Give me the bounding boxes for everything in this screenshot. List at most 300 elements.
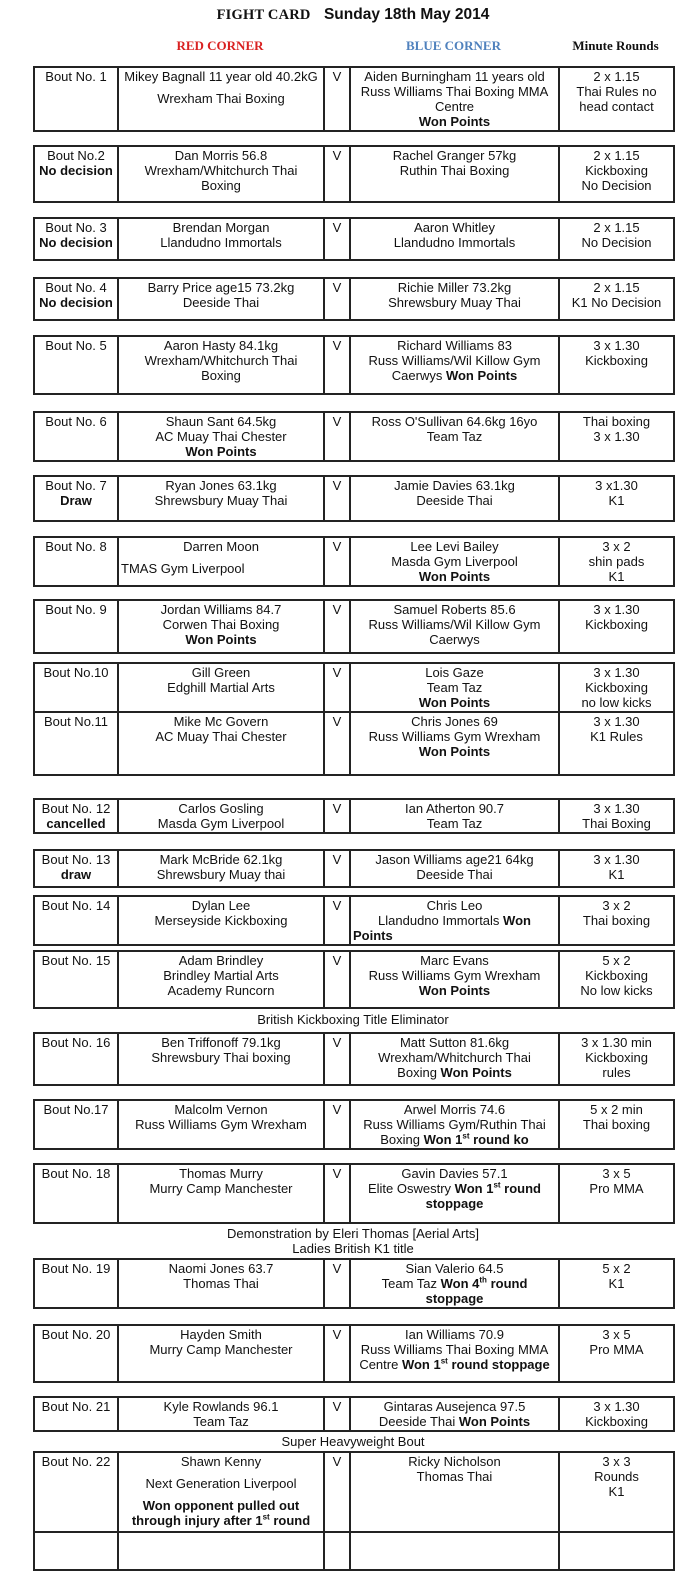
bout-row [34, 278, 674, 320]
bout-table [33, 662, 675, 776]
bout-no-cell [34, 1452, 118, 1532]
bout-row [34, 663, 674, 712]
bout-row [34, 218, 674, 260]
text-line: Kickboxing [585, 680, 648, 695]
text-line: Masda Gym Liverpool [157, 816, 285, 831]
rounds-cell [559, 1259, 674, 1308]
bout-number: Bout No. 21 [41, 1399, 111, 1414]
bout-row [34, 799, 674, 833]
rounds-cell [559, 412, 674, 461]
text-line: 5 x 2 [602, 953, 631, 968]
bout-no-cell [34, 600, 118, 653]
text-line: Thomas Thai [183, 1276, 259, 1291]
versus-label: V [332, 953, 342, 968]
text-line: K1 [608, 867, 625, 882]
text-line: Gavin Davies 57.1 [401, 1166, 508, 1181]
text-segment: Points [353, 928, 393, 943]
text-line: Shrewsbury Muay thai [156, 867, 286, 882]
text-line: Ross O'Sullivan 64.6kg 16yo [371, 414, 538, 429]
text-line: Ian Williams 70.9 [405, 1327, 504, 1342]
versus-label: V [332, 714, 342, 729]
text-line: 3 x 1.30 [593, 801, 640, 816]
rounds-cell [559, 218, 674, 260]
bout-no-cell [34, 218, 118, 260]
text-line: Russ Williams Gym Wrexham [368, 968, 541, 983]
bout-table [33, 1032, 675, 1086]
text-line: Chris Jones 69 [411, 714, 498, 729]
versus-label: V [332, 1035, 342, 1050]
text-segment: Won Points [445, 368, 518, 383]
text-line: Arwel Morris 74.6 [403, 1102, 506, 1117]
versus-cell [324, 1397, 350, 1431]
text-line: 3 x 1.30 [593, 602, 640, 617]
text-segment: Won Points [418, 744, 491, 759]
text-segment: Caerwys [391, 368, 446, 383]
rounds-cell [559, 1452, 674, 1532]
text-line: Wrexham/Whitchurch Thai [144, 353, 298, 368]
red-corner-cell [118, 218, 324, 260]
versus-label: V [332, 69, 342, 84]
text-line: Matt Sutton 81.6kg [399, 1035, 510, 1050]
text-line [353, 368, 556, 383]
text-line: No Decision [581, 235, 652, 250]
text-line: Caerwys [429, 632, 480, 647]
bout-no-cell [34, 146, 118, 202]
bout-result-label: No decision [39, 163, 113, 178]
text-line: Deeside Thai [182, 295, 260, 310]
versus-label: V [332, 1102, 342, 1117]
text-line: Russ Williams/Wil Killow Gym [368, 617, 541, 632]
text-segment: Won Points [185, 444, 257, 459]
text-line: Academy Runcorn [167, 983, 275, 998]
header-spacer-v [323, 38, 349, 54]
rounds-cell [559, 712, 674, 775]
text-line: 2 x 1.15 [593, 220, 640, 235]
text-line: No Decision [581, 178, 652, 193]
text-line: Russ Williams Gym/Ruthin Thai [363, 1117, 546, 1132]
bout-number: Bout No.2 [47, 148, 105, 163]
text-line: Thomas Murry [179, 1166, 263, 1181]
versus-label: V [332, 414, 342, 429]
text-line: Thai boxing [582, 414, 651, 429]
versus-label: V [332, 1166, 342, 1181]
text-line [353, 744, 556, 759]
text-line: Carlos Gosling [178, 801, 264, 816]
bout-number: Bout No. 16 [41, 1035, 111, 1050]
blue-corner-cell [350, 146, 559, 202]
header-red-corner: RED CORNER [176, 38, 264, 53]
line-spacer [121, 1491, 321, 1498]
text-line [353, 569, 556, 584]
text-line: 2 x 1.15 [593, 280, 640, 295]
bout-number: Bout No. 22 [41, 1454, 111, 1469]
bout-number: Bout No.11 [43, 714, 109, 729]
bout-row [34, 412, 674, 461]
bout-table [33, 411, 675, 462]
text-line: Gintaras Ausejenca 97.5 [383, 1399, 526, 1414]
bout-table [33, 798, 675, 834]
text-line [353, 1276, 556, 1291]
rounds-cell [559, 67, 674, 131]
bout-row [34, 67, 674, 131]
versus-cell [324, 1452, 350, 1532]
versus-cell [324, 476, 350, 521]
text-line: Mikey Bagnall 11 year old 40.2kG [124, 69, 318, 84]
red-corner-cell [118, 951, 324, 1008]
bout-row [34, 1033, 674, 1085]
text-line [353, 928, 556, 943]
text-line: 3 x 5 [602, 1166, 631, 1181]
text-line: Aiden Burningham 11 years old [364, 69, 545, 84]
red-corner-cell [118, 1397, 324, 1431]
text-line: Sian Valerio 64.5 [405, 1261, 504, 1276]
line-spacer [121, 84, 321, 91]
section-note: Super Heavyweight Bout [281, 1434, 425, 1449]
bout-result-label: Draw [60, 493, 92, 508]
bout-table [33, 1099, 675, 1150]
text-segment: st [440, 1356, 448, 1366]
rounds-cell [559, 850, 674, 887]
text-line: Team Taz [426, 816, 483, 831]
text-line: Shrewsbury Thai boxing [151, 1050, 291, 1065]
text-line [353, 1181, 556, 1196]
text-segment: Boxing [397, 1065, 441, 1080]
rounds-cell [559, 896, 674, 945]
text-segment: st [493, 1180, 501, 1190]
text-line: Gill Green [191, 665, 251, 680]
text-line: Ricky Nicholson [408, 1454, 501, 1469]
title-fight-card: FIGHT CARD [216, 7, 311, 23]
text-line: Llandudno Immortals [160, 235, 282, 250]
versus-cell [324, 412, 350, 461]
rounds-cell [559, 1164, 674, 1223]
versus-cell [324, 1100, 350, 1149]
text-line: 5 x 2 min [590, 1102, 643, 1117]
bout-no-cell [34, 1164, 118, 1223]
text-line: Lois Gaze [425, 665, 484, 680]
text-line: Thomas Thai [416, 1469, 493, 1484]
versus-cell [324, 951, 350, 1008]
text-line: Corwen Thai Boxing [162, 617, 280, 632]
text-line: Naomi Jones 63.7 [168, 1261, 274, 1276]
text-line: AC Muay Thai Chester [155, 429, 287, 444]
text-segment: Won opponent pulled out [142, 1498, 300, 1513]
page-title [33, 6, 673, 24]
bout-row [34, 600, 674, 653]
text-line: Russ Williams/Wil Killow Gym [368, 353, 541, 368]
versus-cell [324, 278, 350, 320]
text-segment: Won Points [418, 114, 491, 129]
text-line [121, 1498, 321, 1513]
versus-label: V [332, 801, 342, 816]
text-line: Adam Brindley [178, 953, 264, 968]
bout-number: Bout No. 19 [41, 1261, 111, 1276]
section-note: Demonstration by Eleri Thomas [Aerial Arts] [227, 1226, 479, 1241]
bout-row [34, 896, 674, 945]
versus-cell [324, 1325, 350, 1382]
text-line: K1 Rules [590, 729, 643, 744]
text-line: 3 x 5 [602, 1327, 631, 1342]
bout-no-cell [34, 537, 118, 586]
text-segment: round [486, 1276, 528, 1291]
text-segment: Won [503, 913, 531, 928]
versus-cell [324, 146, 350, 202]
rounds-cell [559, 1532, 674, 1570]
bout-number: Bout No. 6 [45, 414, 107, 429]
red-corner-cell [118, 67, 324, 131]
bout-number: Bout No. 15 [41, 953, 111, 968]
bout-row [34, 1259, 674, 1308]
text-line: Wrexham Thai Boxing [157, 91, 285, 106]
text-line: Rachel Granger 57kg [392, 148, 517, 163]
text-line: K1 [608, 493, 625, 508]
text-line: Boxing [201, 368, 241, 383]
bout-row [34, 1100, 674, 1149]
text-segment: Elite Oswestry [367, 1181, 455, 1196]
red-corner-cell [118, 850, 324, 887]
blue-corner-cell [350, 1164, 559, 1223]
text-line: Darren Moon [183, 539, 259, 554]
line-spacer [121, 1469, 321, 1476]
text-segment: stoppage [425, 1291, 484, 1306]
bout-number: Bout No. 14 [41, 898, 111, 913]
rounds-cell [559, 1325, 674, 1382]
versus-label: V [332, 852, 342, 867]
text-line: Wrexham/Whitchurch Thai [144, 163, 298, 178]
blue-corner-cell [350, 712, 559, 775]
text-line: Mark McBride 62.1kg [159, 852, 283, 867]
bout-no-cell [34, 278, 118, 320]
versus-label: V [332, 898, 342, 913]
text-line: Russ Williams Thai Boxing MMA [360, 1342, 549, 1357]
red-corner-cell [118, 476, 324, 521]
blue-corner-cell [350, 1452, 559, 1532]
versus-label: V [332, 1327, 342, 1342]
bout-number: Bout No. 3 [45, 220, 107, 235]
text-line: 5 x 2 [602, 1261, 631, 1276]
blue-corner-cell [350, 67, 559, 131]
text-line [353, 913, 556, 928]
bout-table [33, 145, 675, 203]
bout-number: Bout No. 8 [45, 539, 107, 554]
text-line: Llandudno Immortals [393, 235, 516, 250]
text-line: Russ Williams Gym Wrexham [135, 1117, 307, 1132]
bout-number: Bout No. 12 [41, 801, 111, 816]
header-spacer [33, 38, 117, 54]
text-line [121, 632, 321, 647]
bout-number: Bout No. 20 [41, 1327, 111, 1342]
bout-table [33, 1451, 675, 1571]
text-line: Thai boxing [582, 1117, 651, 1132]
bout-table [33, 950, 675, 1009]
versus-label: V [332, 1261, 342, 1276]
text-line [353, 1357, 556, 1372]
text-line [353, 1196, 556, 1211]
text-segment: Won 4 [440, 1276, 480, 1291]
versus-label: V [332, 1399, 342, 1414]
red-corner-cell [118, 896, 324, 945]
rounds-cell [559, 1100, 674, 1149]
text-line: Samuel Roberts 85.6 [393, 602, 516, 617]
bout-row [34, 1532, 674, 1570]
versus-cell [324, 663, 350, 712]
bout-table [33, 1396, 675, 1432]
section-note: Ladies British K1 title [292, 1241, 414, 1256]
versus-cell [324, 67, 350, 131]
text-line: Wrexham/Whitchurch Thai [378, 1050, 531, 1065]
bout-table [33, 849, 675, 888]
text-line [353, 983, 556, 998]
versus-label: V [332, 539, 342, 554]
text-segment: Won 1 [423, 1132, 463, 1147]
text-line: Ben Triffonoff 79.1kg [161, 1035, 281, 1050]
header-blue-corner: BLUE CORNER [406, 38, 501, 53]
text-line [353, 1132, 556, 1147]
blue-corner-cell [350, 951, 559, 1008]
bout-table [33, 1324, 675, 1383]
versus-label: V [332, 1454, 342, 1469]
text-segment: Won 1 [401, 1357, 441, 1372]
versus-cell [324, 336, 350, 394]
rounds-cell [559, 336, 674, 394]
text-line: Next Generation Liverpool [145, 1476, 297, 1491]
bout-number: Bout No. 18 [41, 1166, 111, 1181]
text-line: K1 [608, 1484, 625, 1499]
bout-number: Bout No. 9 [45, 602, 107, 617]
text-line: Deeside Thai [416, 493, 493, 508]
bout-no-cell [34, 1033, 118, 1085]
red-corner-cell [118, 1452, 324, 1532]
text-line: Pro MMA [589, 1181, 644, 1196]
rounds-cell [559, 537, 674, 586]
red-corner-cell [118, 1532, 324, 1570]
text-line: Masda Gym Liverpool [391, 554, 518, 569]
text-segment: Centre [359, 1357, 402, 1372]
bout-result-label: draw [60, 867, 92, 882]
bout-number: Bout No. 13 [41, 852, 111, 867]
text-line: rules [602, 1065, 631, 1080]
red-corner-cell [118, 1100, 324, 1149]
text-segment: Boxing [380, 1132, 424, 1147]
versus-label: V [332, 665, 342, 680]
text-segment: st [262, 1512, 270, 1522]
versus-label: V [332, 148, 342, 163]
text-segment: Won Points [418, 569, 491, 584]
text-line [353, 1414, 556, 1429]
rounds-cell [559, 663, 674, 712]
text-line: Chris Leo [426, 898, 483, 913]
bout-no-cell [34, 1397, 118, 1431]
text-line: head contact [579, 99, 654, 114]
blue-corner-cell [350, 1325, 559, 1382]
blue-corner-cell [350, 1100, 559, 1149]
text-line: 3 x 2 [602, 898, 631, 913]
text-segment: round [269, 1513, 311, 1528]
bout-row [34, 336, 674, 394]
red-corner-cell [118, 799, 324, 833]
text-line [121, 1513, 321, 1528]
text-line: Team Taz [193, 1414, 249, 1429]
text-line: Malcolm Vernon [174, 1102, 268, 1117]
text-line: 3 x 1.30 [593, 1399, 640, 1414]
text-line: 3 x 1.30 [593, 714, 640, 729]
text-line: Dan Morris 56.8 [174, 148, 268, 163]
text-line [353, 1065, 556, 1080]
text-line: Murry Camp Manchester [149, 1342, 293, 1357]
bout-table [33, 1258, 675, 1309]
bout-no-cell [34, 951, 118, 1008]
bout-table [33, 277, 675, 321]
text-line [353, 695, 556, 710]
text-line: Shawn Kenny [180, 1454, 262, 1469]
text-line: Kickboxing [585, 1414, 648, 1429]
text-line: Brendan Morgan [172, 220, 270, 235]
versus-cell [324, 850, 350, 887]
text-line: Russ Williams Gym Wrexham [368, 729, 541, 744]
bout-number: Bout No. 7 [45, 478, 107, 493]
text-line: 3 x 1.30 [593, 338, 640, 353]
text-line: Brindley Martial Arts [163, 968, 279, 983]
text-line: 3 x 1.30 [593, 429, 640, 444]
text-line: Thai Boxing [582, 816, 651, 831]
bout-table [33, 599, 675, 654]
text-segment: round [500, 1181, 541, 1196]
bout-number: Bout No. 4 [45, 280, 107, 295]
text-line: no low kicks [581, 695, 652, 710]
red-corner-cell [118, 146, 324, 202]
text-line: Barry Price age15 73.2kg [147, 280, 295, 295]
text-segment: th [479, 1275, 487, 1285]
text-line: Thai boxing [582, 913, 651, 928]
bout-table [33, 1163, 675, 1224]
bout-no-cell [34, 712, 118, 775]
red-corner-cell [118, 1033, 324, 1085]
versus-cell [324, 218, 350, 260]
red-corner-cell [118, 600, 324, 653]
text-line: Murry Camp Manchester [149, 1181, 293, 1196]
rounds-cell [559, 1397, 674, 1431]
versus-cell [324, 537, 350, 586]
bout-no-cell [34, 412, 118, 461]
bout-row [34, 1397, 674, 1431]
versus-cell [324, 600, 350, 653]
text-line: Edghill Martial Arts [167, 680, 275, 695]
blue-corner-cell [350, 896, 559, 945]
text-line: Jordan Williams 84.7 [160, 602, 282, 617]
blue-corner-cell [350, 278, 559, 320]
text-segment: Won 1 [454, 1181, 494, 1196]
header-minute-rounds: Minute Rounds [572, 38, 659, 53]
text-line: Richie Miller 73.2kg [397, 280, 512, 295]
text-segment: Won Points [418, 695, 491, 710]
bout-table [33, 335, 675, 395]
title-date: Sunday 18th May 2014 [323, 6, 490, 23]
bout-table [33, 895, 675, 946]
bout-row [34, 146, 674, 202]
text-line: Dylan Lee [191, 898, 251, 913]
text-segment: st [462, 1131, 470, 1141]
bout-no-cell [34, 663, 118, 712]
text-segment: Won Points [440, 1065, 512, 1080]
text-line: Kickboxing [585, 1050, 648, 1065]
red-corner-cell [118, 278, 324, 320]
bout-number: Bout No. 1 [45, 69, 107, 84]
bout-result-label: No decision [39, 235, 113, 250]
red-corner-cell [118, 1259, 324, 1308]
rounds-cell [559, 476, 674, 521]
text-line: 3 x 3 [602, 1454, 631, 1469]
red-corner-cell [118, 1164, 324, 1223]
